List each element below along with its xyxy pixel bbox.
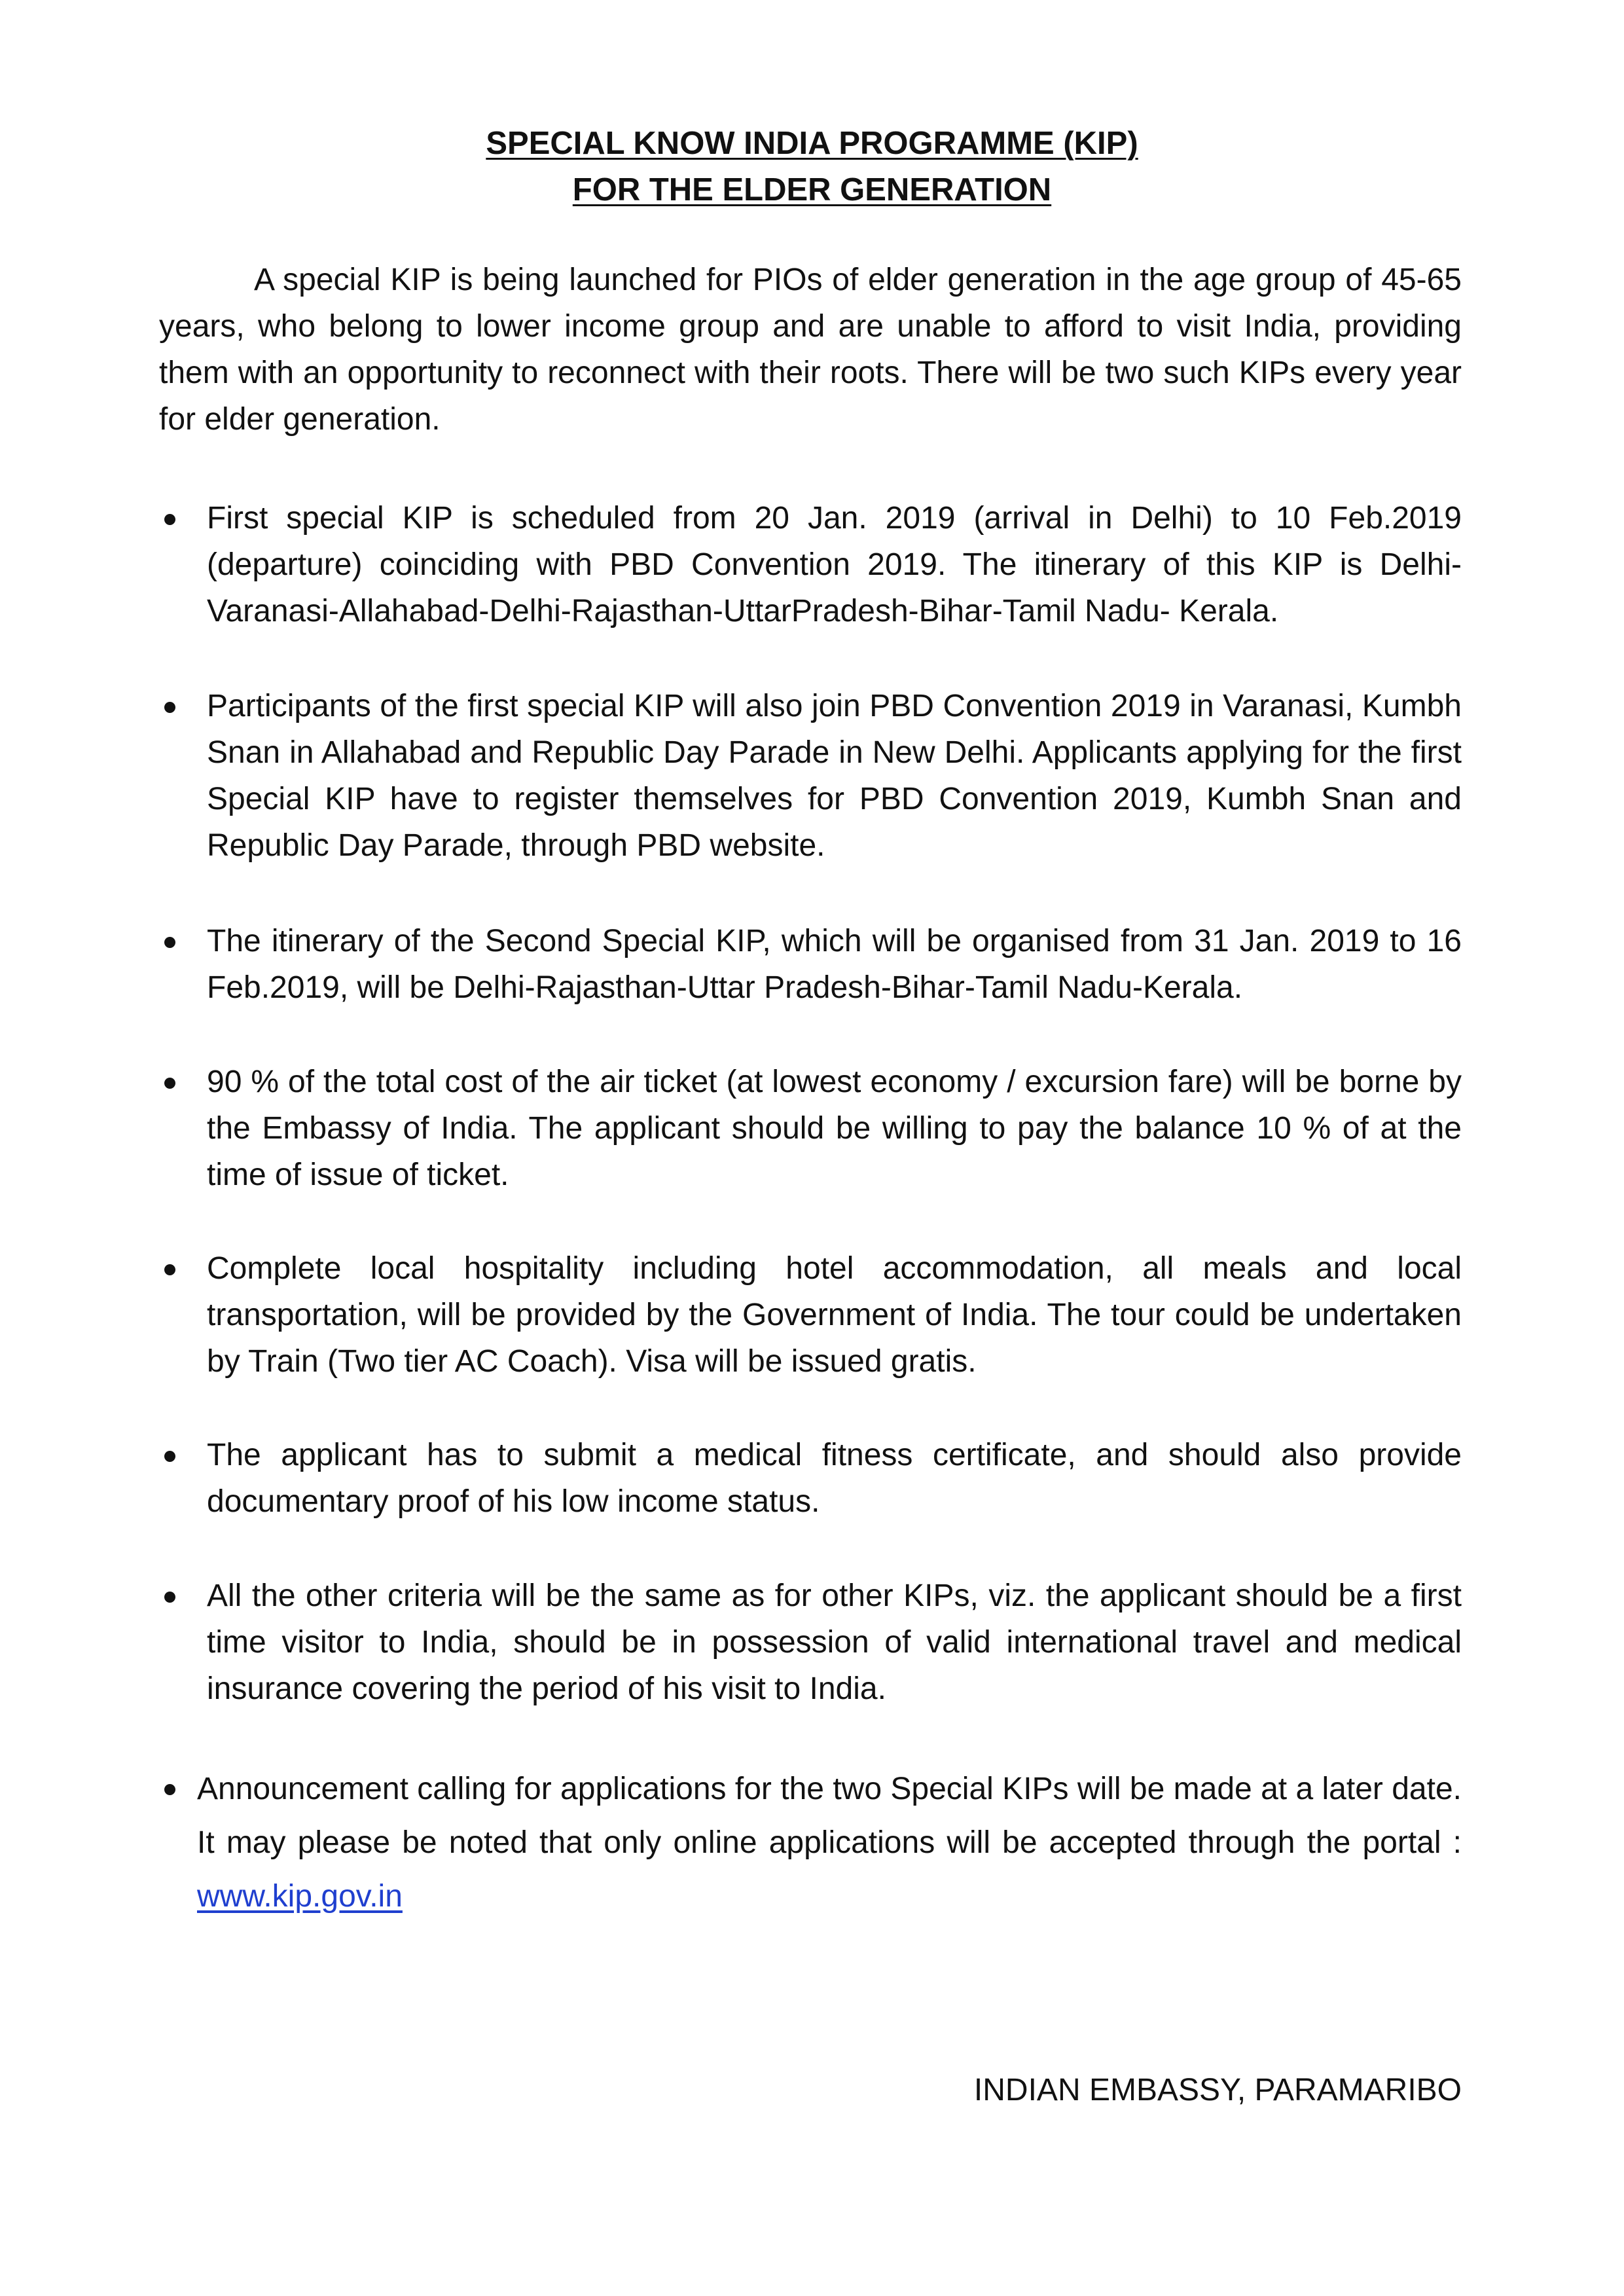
- bullet-text: Complete local hospitality including hotel accommodation, all meals and local transportation, will be provided by the Government of India. The tour could be undertaken by Train (Two tier AC Coach). Visa will be issued gratis.: [207, 1251, 1462, 1379]
- bullet-text: All the other criteria will be the same as for other KIPs, viz. the applicant should be a first time visitor to India, should be in possession of valid international travel and medical insurance covering the period of his visit to India.: [207, 1578, 1462, 1706]
- bullet-text: The itinerary of the Second Special KIP, which will be organised from 31 Jan. 2019 to 16 Feb.2019, will be Delhi-Rajasthan-Uttar Pradesh-Bihar-Tamil Nadu-Kerala.: [207, 924, 1462, 1005]
- bullet-dot-icon: [164, 1451, 175, 1462]
- intro-paragraph: A special KIP is being launched for PIOs of elder generation in the age group of 45-65 years, who belong to lower income group and are unable to afford to visit India, providing them with an opportunity to reconnect with their roots. There will be two such KIPs every year for elder generation.: [159, 263, 1462, 437]
- kip-portal-link[interactable]: www.kip.gov.in: [197, 1879, 403, 1914]
- bullet-text: First special KIP is scheduled from 20 Jan. 2019 (arrival in Delhi) to 10 Feb.2019 (departure) coinciding with PBD Convention 2019. The itinerary of this KIP is Delhi-Varanasi-Allahabad-Delhi-Rajasthan-UttarPradesh-Bihar-Tamil Nadu- Kerala.: [207, 501, 1462, 629]
- bullet-dot-icon: [164, 1784, 175, 1795]
- bullet-dot-icon: [164, 1264, 175, 1275]
- bullet-dot-icon: [164, 1078, 175, 1089]
- document-title-line-2: FOR THE ELDER GENERATION: [572, 172, 1052, 208]
- bullet-dot-icon: [164, 1592, 175, 1603]
- bullet-text: The applicant has to submit a medical fitness certificate, and should also provide documentary proof of his low income status.: [207, 1438, 1462, 1519]
- announcement-text: Announcement calling for applications for the two Special KIPs will be made at a later date. It may please be noted that only online applications will be accepted through the portal :: [197, 1772, 1462, 1860]
- document-title-line-1: SPECIAL KNOW INDIA PROGRAMME (KIP): [486, 126, 1138, 161]
- bullet-text: [197, 1762, 1462, 1923]
- bullet-text: Participants of the first special KIP will also join PBD Convention 2019 in Varanasi, Kumbh Snan in Allahabad and Republic Day Parade in New Delhi. Applicants applying for the first Special KIP have to register themselves for PBD Convention 2019, Kumbh Snan and Republic Day Parade, through PBD website.: [207, 689, 1462, 863]
- signature: INDIAN EMBASSY, PARAMARIBO: [973, 2073, 1462, 2107]
- bullet-dot-icon: [164, 514, 175, 525]
- bullet-text: 90 % of the total cost of the air ticket (at lowest economy / excursion fare) will be borne by the Embassy of India. The applicant should be willing to pay the balance 10 % of at the time of issue of ticket.: [207, 1065, 1462, 1192]
- bullet-dot-icon: [164, 937, 175, 948]
- bullet-dot-icon: [164, 702, 175, 713]
